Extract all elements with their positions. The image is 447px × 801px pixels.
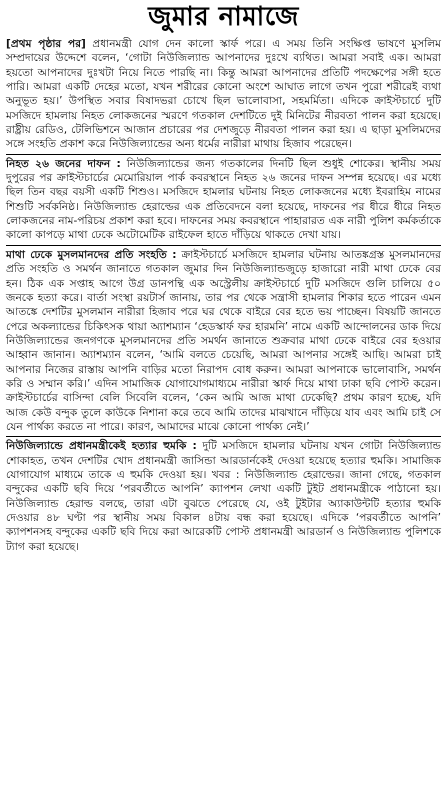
paragraph: [6, 37, 441, 152]
headline: জুমার নামাজে: [148, 2, 299, 32]
section-text: প্রধানমন্ত্রী যোগ দেন কালো স্কার্ফ পরে। এ সময় তিনি সংক্ষিপ্ত ভাষণে মুসলিম সম্প্রদায়ের উদ্দেশে বলেন, ‘গোটা নিউজিল্যান্ড আপনাদের দুঃখে ব্যথিত। আমরা সবাই এক। আমরা হয়তো আপনাদের দুঃখটা নিয়ে নিতে পারছি না। কিন্তু আমরা আপনাদের প্রতিটি পদক্ষেপের সঙ্গী হতে পারি। আমরা একটি দেহের মতো, যখন শরীরের কোনো অংশে আঘাত লাগে তখন পুরো শরীরেই ব্যথা অনুভূত হয়।’ উপস্থিত সবার বিষাদভরা চোখে ছিল ভালোবাসা, সহমর্মিতা। এদিকে ক্রাইস্টচার্চে দুটি মসজিদে হামলায় নিহত লোকজনের স্মরণে গতকাল দেশটিতে দুই মিনিটের নীরবতা পালন করা হয়েছে। রাষ্ট্রীয় রেডিও, টেলিভিশনে আজান প্রচারের পর দেশজুড়ে নীরবতা পালন করা হয়। এ ছাড়া মুসলিমদের সঙ্গে সংহতি প্রকাশ করে নিউজিল্যান্ডের অন্য ধর্মের নারীরা মাথায় হিজাব পরেছেন।: [6, 38, 442, 151]
section-lead: মাথা ঢেকে মুসলমানদের প্রতি সংহতি :: [6, 248, 177, 261]
article-section-3: [6, 248, 441, 434]
article-section-4: [6, 439, 441, 554]
section-text: নিউজিল্যান্ডের জন্য গতকালের দিনটি ছিল শুধুই শোকের। স্থানীয় সময় দুপুরের পর ক্রাইস্টচার্চের মেমোরিয়াল পার্ক কবরস্থানে নিহত ২৬ জনের দাফন সম্পন্ন হয়েছে। এর মধ্যে ছিল তিন বছর বয়সী একটি শিশুও। মসজিদে হামলার ঘটনায় নিহত লোকজনের মধ্যে ইবরাহিম নামের শিশুটি সর্বকনিষ্ঠ। নিউজিল্যান্ড হেরাল্ডের এক প্রতিবেদনে বলা হয়েছে, দাফনের পর ধীরে ধীরে নিহত লোকজনের নাম-পরিচয় প্রকাশ করা হবে। দাফনের সময় কবরস্থানে পাহারারত এক নারী পুলিশ কর্মকর্তাকে কালো কাপড়ে মাথা ঢেকে অটোমেটিক রাইফেল হাতে দাঁড়িয়ে থাকতে দেখা যায়।: [6, 157, 441, 242]
paragraph: [6, 439, 441, 554]
section-lead: নিহত ২৬ জনের দাফন :: [6, 157, 121, 170]
section-divider: [6, 436, 441, 437]
section-divider: [6, 154, 441, 155]
article-section-1: [6, 37, 441, 152]
section-text: দুটি মসজিদে হামলার ঘটনায় যখন গোটা নিউজিল্যান্ড শোকাহত, তখন দেশটির খোদ প্রধানমন্ত্রী জাসিন্ডা আরডার্নকেই দেওয়া হয়েছে হত্যার হুমকি। সামাজিক যোগাযোগ মাধ্যমে তাকে এ হুমকি দেওয়া হয়। খবর : নিউজিল্যান্ড হেরাল্ডের। জানা গেছে, গতকাল বন্দুকের একটি ছবি দিয়ে ‘পরবর্তীতে আপনি’ ক্যাপশন লেখা একটি টুইট প্রধানমন্ত্রীকে পাঠানো হয়। নিউজিল্যান্ড হেরাল্ড বলছে, তারা এটা বুঝতে পেরেছে যে, ওই টুইটার অ্যাকাউন্টটি হত্যার হুমকি দেওয়ার ৪৮ ঘণ্টা পর স্থানীয় সময় বিকাল ৪টায় বন্ধ করা হয়েছে। এদিকে ‘পরবর্তীতে আপনি’ ক্যাপশনসহ বন্দুকের একটি ছবি দিয়ে করা আরেকটি পোস্ট প্রধানমন্ত্রী আরডার্ন ও নিউজিল্যান্ড পুলিশকে ট্যাগ করা হয়েছে।: [6, 440, 441, 553]
paragraph: [6, 248, 441, 434]
section-lead: নিউজিল্যান্ডে প্রধানমন্ত্রীকেই হত্যার হুমকি :: [6, 440, 197, 453]
section-text: ক্রাইস্টচার্চে মসজিদে হামলার ঘটনায় আতঙ্কগ্রস্ত মুসলমানদের প্রতি সংহতি ও সমর্থন জানাতে গতকাল জুমার দিন নিউজিল্যান্ডজুড়ে হাজারো নারী মাথা ঢেকে বের হন। ঠিক এক সপ্তাহ আগে উগ্র ডানপন্থি এক অস্ট্রেলীয় ক্রাইস্টচার্চে দুটি মসজিদে গুলি চালিয়ে ৫০ জনকে হত্যা করে। বার্তা সংস্থা রয়টার্স জানায়, তার পর থেকে সন্ত্রাসী হামলার শিকার হতে পারেন এমন আতঙ্কে দেশটির মুসলমান নারীরা হিজাব পরে ঘর থেকে বাইরে বের হতে ভয় পাচ্ছেন। বিষয়টি জানতে পেরে অকল্যান্ডের চিকিৎসক থায়া অ্যাশম্যান ‘হেডস্কার্ফ ফর হারমনি’ নামে একটি আন্দোলনের ডাক দিয়ে নিউজিল্যান্ডের জনগণকে মুসলমানদের প্রতি সমর্থন জানাতে শুক্রবার মাথা ঢেকে বাইরে বের হওয়ার আহ্বান জানান। অ্যাশম্যান বলেন, ‘আমি বলতে চেয়েছি, আমরা আপনার সঙ্গেই আছি। আমরা চাই আপনার নিজের রাস্তায় আপনি বাড়ির মতো নিরাপদ বোধ করুন। আমরা আপনাকে ভালোবাসি, সমর্থন করি ও সম্মান করি।’ এদিন সামাজিক যোগাযোগমাধ্যমে নারীরা স্কার্ফ দিয়ে মাথা ঢাকা ছবি পোস্ট করেন। ক্রাইস্টচার্চের বাসিন্দা বেলি সিবেলি বলেন, ‘কেন আমি আজ মাথা ঢেকেছি? প্রথম কারণ হচ্ছে, যদি আজ কেউ বন্দুক তুলে কাউকে নিশানা করে তবে আমি তাদের মাঝখানে দাঁড়িয়ে যাব এবং আমি চাই সে যেন পার্থক্য করতে না পারে। কারণ, আমাদের মাঝে কোনো পার্থক্য নেই।’: [6, 248, 441, 433]
section-lead: [প্রথম পৃষ্ঠার পর]: [6, 38, 86, 50]
paragraph: [6, 157, 441, 243]
article-section-2: [6, 157, 441, 243]
section-divider: [6, 245, 441, 246]
